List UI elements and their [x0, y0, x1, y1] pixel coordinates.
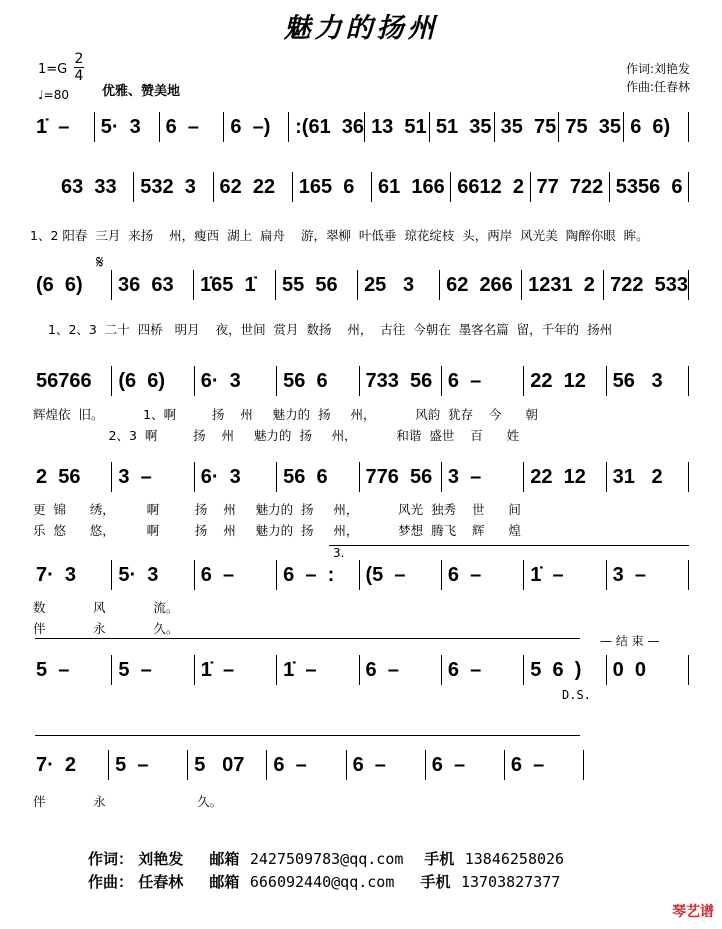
barline — [583, 750, 585, 780]
measure: 6· 3 — [194, 366, 276, 396]
measure: 165 6 — [292, 172, 371, 202]
measure: 75 35 — [558, 112, 623, 142]
email-label: 邮箱 — [209, 873, 240, 891]
measure: 22 12 — [523, 462, 605, 492]
measure: 6· 3 — [194, 462, 276, 492]
score-row-1 — [30, 112, 690, 142]
measure: 1̇ – — [194, 655, 276, 685]
measure: 532 3 — [133, 172, 212, 202]
measure: (6 6) — [111, 366, 193, 396]
lyrics-row4-verse2-3: 2、3 啊 扬 州 魅力的 扬 州， 和谐 盛世 百 姓 — [33, 428, 520, 443]
lyrics-verse-all: 1、2、3 二十 四桥 明月 夜，世间 赏月 数扬 州， 古往 今朝在 墨客名篇 留，千年的 扬州 — [48, 322, 613, 337]
phone-label: 手机 — [420, 873, 451, 891]
measure: 62 22 — [213, 172, 292, 202]
measure: 5 – — [108, 750, 187, 780]
measure: (6 6) — [36, 274, 83, 296]
phone-label: 手机 — [424, 850, 455, 868]
measure: 733 56 — [359, 366, 441, 396]
barline — [688, 172, 690, 202]
measure: 5356 6 — [609, 172, 688, 202]
time-top: 2 — [74, 51, 84, 67]
measure: 6 – — [441, 560, 523, 590]
measure: 6 – — [266, 750, 345, 780]
expression-marking: 优雅、赞美地 — [102, 84, 181, 99]
score-row-5 — [30, 462, 690, 492]
tempo: ♩=80 — [38, 88, 69, 102]
name: 任春林 — [138, 873, 184, 891]
measure: 5 – — [36, 659, 70, 681]
lyricist-credit: 作词:刘艳发 — [625, 62, 690, 76]
email-label: 邮箱 — [209, 850, 240, 868]
measure: 1̇ – — [36, 116, 70, 138]
barline — [688, 462, 690, 492]
measure: 5 6 ) — [523, 655, 605, 685]
measure: 51 35 — [429, 112, 494, 142]
measure: 722 533 — [603, 270, 688, 300]
measure: 77 722 — [530, 172, 609, 202]
measure: 6 – — [504, 750, 583, 780]
role: 作曲： — [88, 873, 134, 891]
lyrics-row6-verse2: 伴 永 久。 — [33, 621, 179, 636]
footer-composer — [88, 871, 560, 892]
measure: 61 166 — [371, 172, 450, 202]
measure: 0 0 — [606, 655, 688, 685]
measure: 6 – — [359, 655, 441, 685]
volta-bracket — [329, 545, 689, 546]
measure: 6 – : — [276, 560, 358, 590]
key-signature: 1=G — [38, 62, 68, 77]
site-logo: 琴艺谱 — [672, 904, 714, 920]
lyrics-row8: 伴 永 久。 — [33, 794, 223, 809]
measure: 6 – — [441, 366, 523, 396]
measure: 3 – — [111, 462, 193, 492]
measure: 63 33 — [61, 176, 117, 198]
measure: 31 2 — [606, 462, 688, 492]
time-signature — [74, 52, 84, 83]
measure: 25 3 — [357, 270, 439, 300]
measure: 5 – — [111, 655, 193, 685]
barline — [688, 112, 690, 142]
lyrics-row4-verse1: 辉煌依 旧。 1、啊 扬 州 魅力的 扬 州， 风韵 犹存 今 朝 — [33, 407, 538, 422]
measure: 5 07 — [187, 750, 266, 780]
phone: 13703827377 — [460, 873, 561, 891]
name: 刘艳发 — [138, 850, 184, 868]
measure: 36 63 — [111, 270, 193, 300]
ending-label: — 结 束 — — [600, 634, 660, 648]
barline — [688, 655, 690, 685]
measure: 62 266 — [439, 270, 521, 300]
measure: 7· 3 — [36, 564, 77, 586]
measure: 6 6) — [623, 112, 688, 142]
volta-number: 3. — [333, 546, 345, 560]
measure: 5· 3 — [94, 112, 159, 142]
measure: 6612 2 — [450, 172, 529, 202]
measure: 6 – — [441, 655, 523, 685]
coda-line — [35, 735, 580, 736]
lyrics-row5-verse1: 更 锦 绣， 啊 扬 州 魅力的 扬 州， 风光 独秀 世 间 — [33, 502, 521, 517]
measure: 1̇ – — [276, 655, 358, 685]
lyrics-verse-1-2: 1、2 阳春 三月 来扬 州，瘦西 湖上 扁舟 游，翠柳 叶低垂 琼花绽枝 头，两岸 风光美 陶醉你眼 眸。 — [30, 228, 649, 243]
ds-marking: D.S. — [562, 688, 591, 702]
footer-lyricist — [88, 848, 564, 869]
score-row-8 — [30, 750, 585, 780]
measure: 6 – — [346, 750, 425, 780]
measure: 776 56 — [359, 462, 441, 492]
time-bottom: 4 — [74, 68, 84, 84]
measure: 56 3 — [606, 366, 688, 396]
measure: 56 6 — [276, 462, 358, 492]
ending-line — [35, 638, 580, 639]
lyrics-row6-verse1: 数 风 流。 — [33, 600, 179, 615]
measure: 7· 2 — [36, 754, 77, 776]
measure: 6 –) — [223, 112, 288, 142]
segno-icon: 𝄋 — [96, 252, 104, 273]
measure: 6 – — [159, 112, 224, 142]
measure: :(61 36 — [288, 112, 364, 142]
measure: 6 – — [194, 560, 276, 590]
measure: 56 6 — [276, 366, 358, 396]
measure: 5· 3 — [111, 560, 193, 590]
email: 666092440@qq.com — [249, 873, 395, 891]
barline — [688, 560, 690, 590]
score-row-6 — [30, 560, 690, 590]
song-title: 魅力的扬州 — [283, 13, 439, 44]
composer-credit: 作曲:任春林 — [625, 80, 690, 94]
role: 作词： — [88, 850, 134, 868]
phone: 13846258026 — [464, 850, 565, 868]
score-row-3 — [30, 270, 690, 300]
lyrics-row5-verse2-3: 乐 悠 悠， 啊 扬 州 魅力的 扬 州， 梦想 腾飞 辉 煌 — [33, 523, 521, 538]
measure: 1̇65 1̇ — [193, 270, 275, 300]
measure: (5 – — [359, 560, 441, 590]
score-row-4 — [30, 366, 690, 396]
measure: 3 – — [441, 462, 523, 492]
barline — [688, 270, 690, 300]
measure: 6 – — [425, 750, 504, 780]
measure: 35 75 — [494, 112, 559, 142]
measure: 56766 — [36, 370, 92, 392]
measure: 1̇ – — [523, 560, 605, 590]
measure: 1231 2 — [521, 270, 603, 300]
measure: 55 56 — [275, 270, 357, 300]
measure: 22 12 — [523, 366, 605, 396]
barline — [688, 366, 690, 396]
email: 2427509783@qq.com — [249, 850, 404, 868]
measure: 2 56 — [36, 466, 81, 488]
score-row-7 — [30, 655, 690, 685]
measure: 13 51 — [364, 112, 429, 142]
measure: 3 – — [606, 560, 688, 590]
score-row-2 — [55, 172, 690, 202]
